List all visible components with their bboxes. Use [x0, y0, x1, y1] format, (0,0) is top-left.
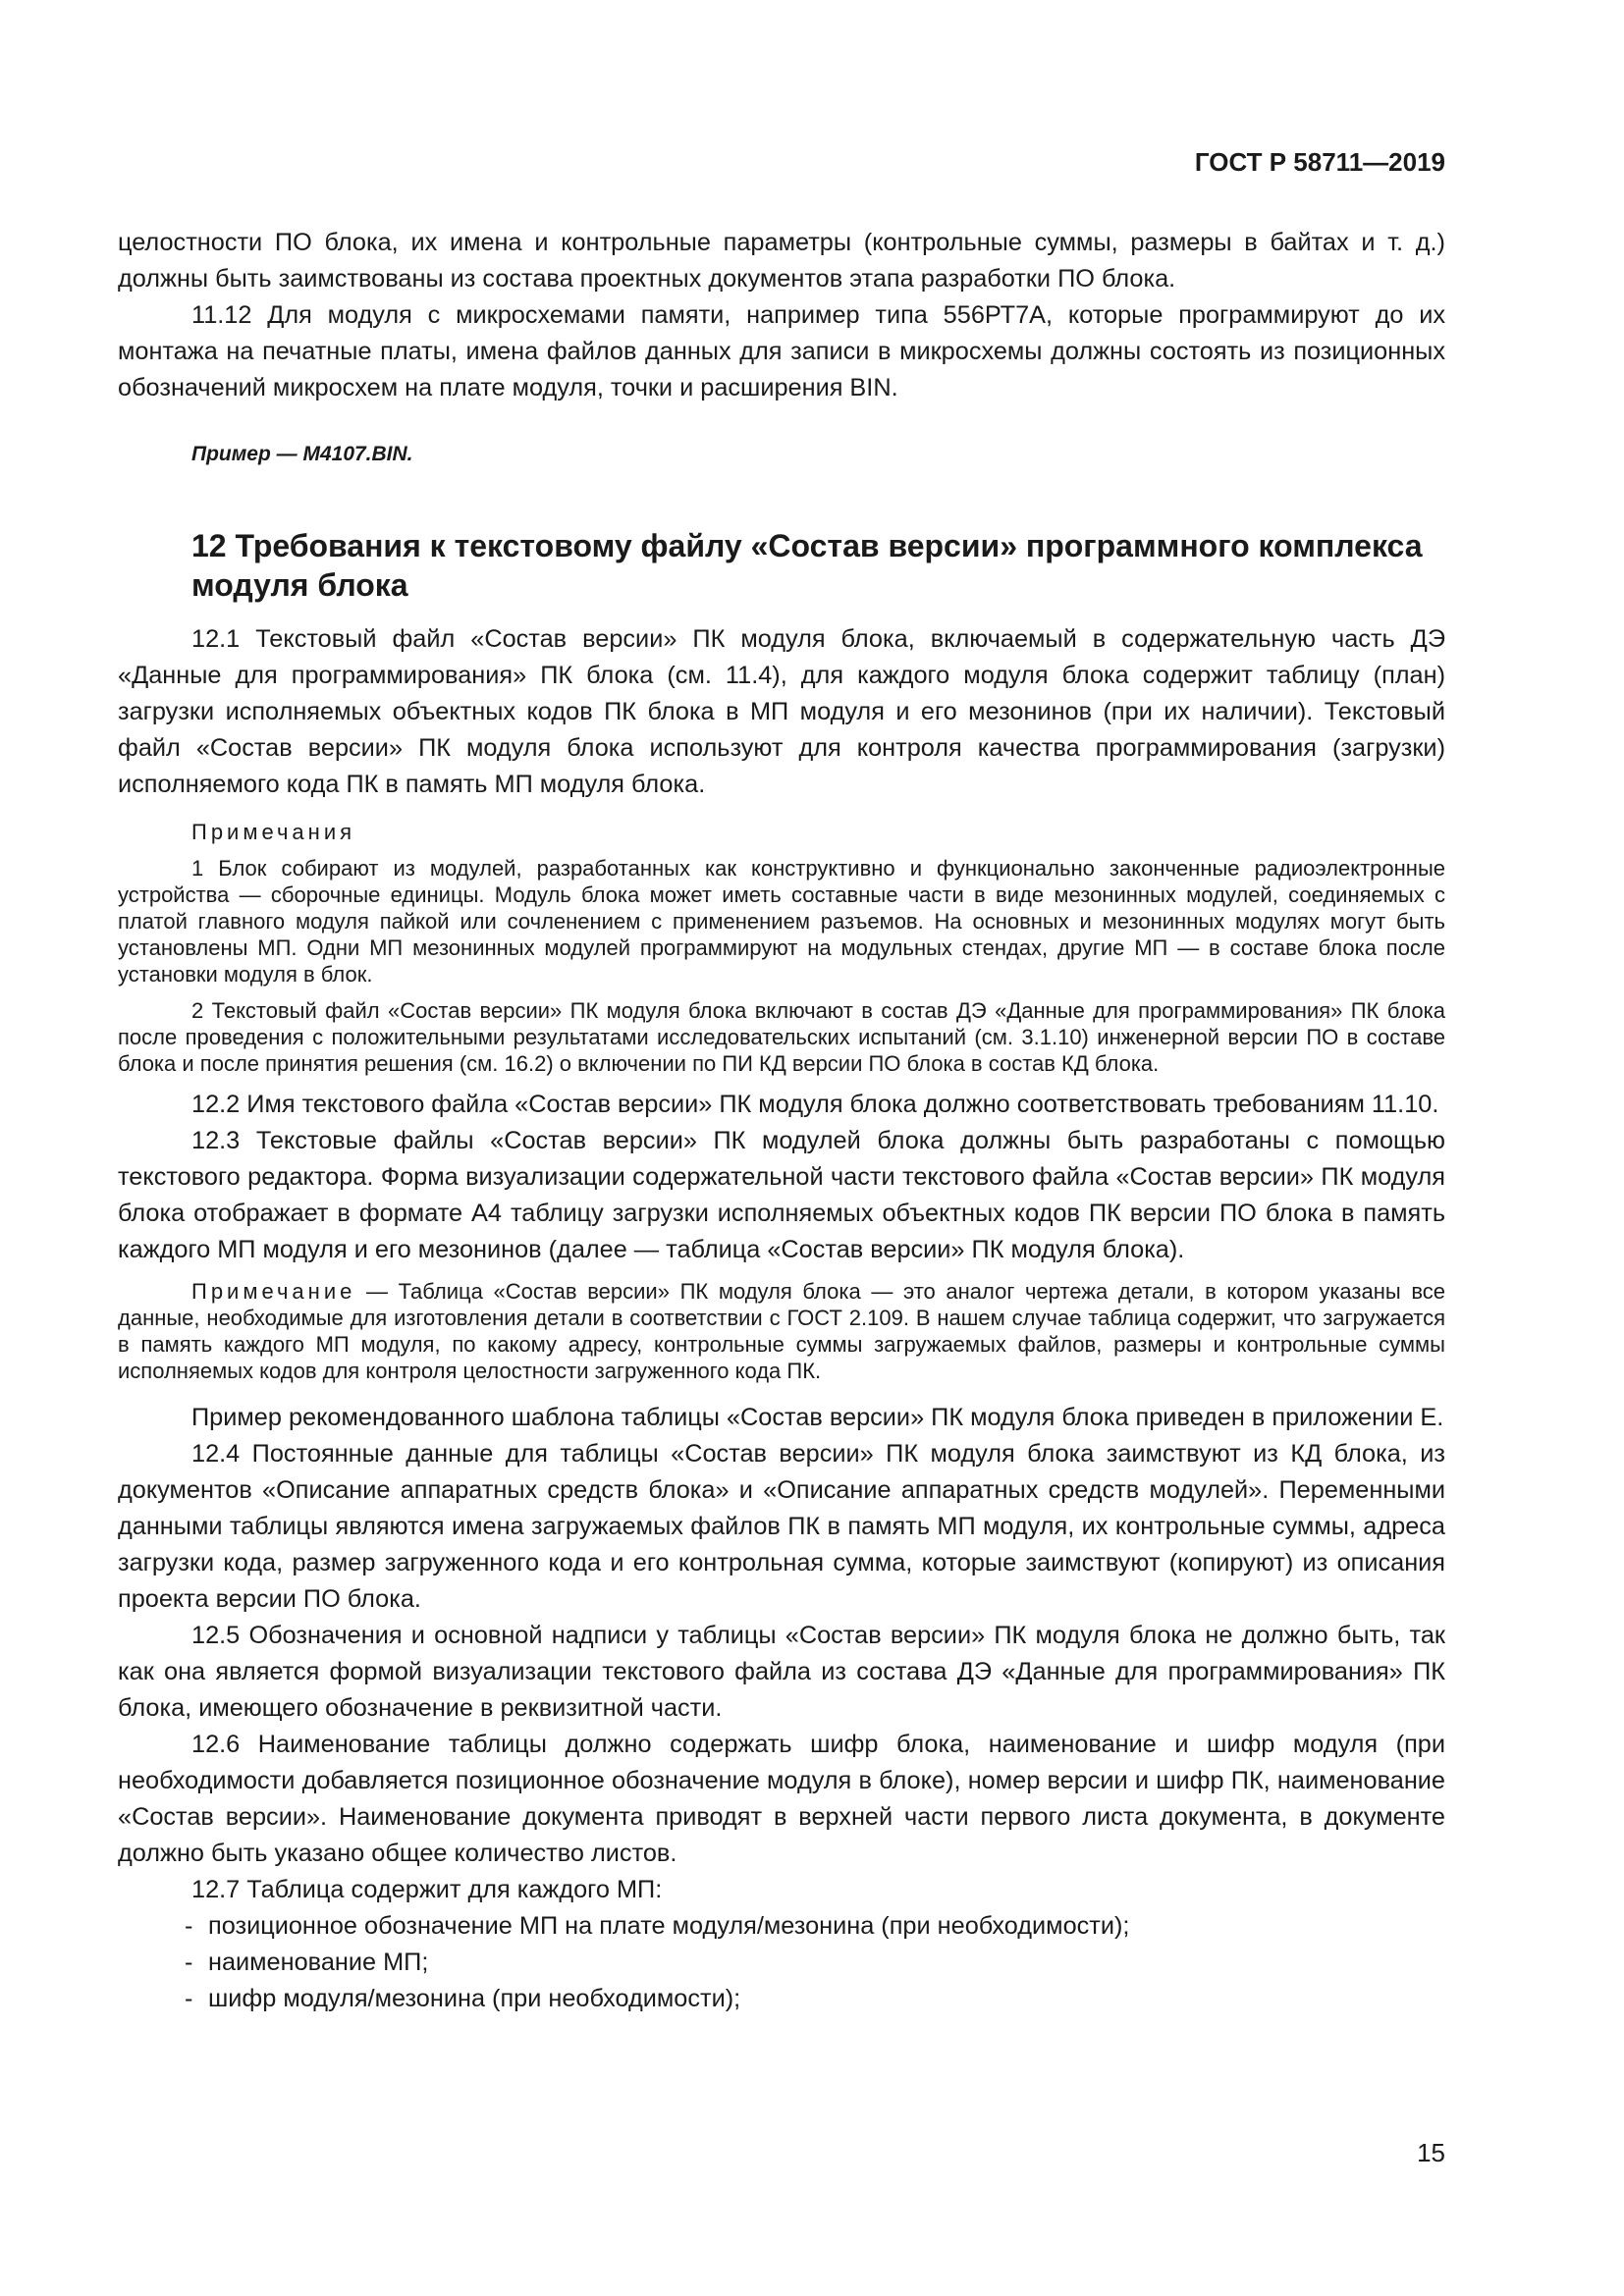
paragraph-12-1: 12.1 Текстовый файл «Состав версии» ПК модуля блока, включаемый в содержательную часть ДЭ «Данные для программирования» ПК блока (см. 11.4), для каждого модуля блока содержит таблицу (план) загрузки исполняемых объектных кодов ПК блока в МП модуля и его мезонинов (при их наличии). Текстовый файл «Состав версии» ПК модуля блока используют для контроля качества программирования (загрузки) исполняемого кода ПК в память МП модуля блока.	[118, 625, 1445, 798]
example-text: Пример — M4107.BIN.	[191, 443, 413, 465]
paragraph-12-2: 12.2 Имя текстового файла «Состав версии» ПК модуля блока должно соответствовать требованиям 11.10.	[191, 1091, 1439, 1118]
page-number: 15	[1417, 2138, 1445, 2167]
paragraph-template: Пример рекомендованного шаблона таблицы «Состав версии» ПК модуля блока приведен в приложении Е.	[191, 1404, 1444, 1431]
standard-header: ГОСТ Р 58711—2019	[1194, 147, 1445, 177]
paragraph-12-4: 12.4 Постоянные данные для таблицы «Состав версии» ПК модуля блока заимствуют из КД блока, из документов «Описание аппаратных средств блока» и «Описание аппаратных средств модулей». Переменными данными таблицы являются имена загружаемых файлов ПК в память МП модуля, их контрольные суммы, адреса загрузки кода, размер загруженного кода и его контрольная сумма, которые заимствуют (копируют) из описания проекта версии ПО блока.	[118, 1440, 1445, 1613]
paragraph-12-5: 12.5 Обозначения и основной надписи у таблицы «Состав версии» ПК модуля блока не должно быть, так как она является формой визуализации текстового файла из состава ДЭ «Данные для программирования» ПК блока, имеющего обозначение в реквизитной части.	[118, 1622, 1445, 1722]
notes-block	[118, 819, 1445, 1077]
paragraph-12-6: 12.6 Наименование таблицы должно содержать шифр блока, наименование и шифр модуля (при необходимости добавляется позиционное обозначение модуля в блоке), номер версии и шифр ПК, наименование «Состав версии». Наименование документа приводят в верхней части первого листа документа, в документе должно быть указано общее количество листов.	[118, 1731, 1445, 1867]
page-content	[118, 225, 1445, 2017]
mp-contents-list	[118, 1908, 1445, 2017]
note-1: 1 Блок собирают из модулей, разработанных как конструктивно и функционально законченные радиоэлектронные устройства — сборочные единицы. Модуль блока может иметь составные части в виде мезонинных модулей, соединяемых с платой главного модуля пайкой или сочленением с применением разъемов. На основных и мезонинных модулях могут быть установлены МП. Одни МП мезонинных модулей программируют на модульных стендах, другие МП — в составе блока после установки модуля в блок.	[118, 856, 1445, 987]
single-note-text: — Таблица «Состав версии» ПК модуля блока — это аналог чертежа детали, в котором указаны все данные, необходимые для изготовления детали в соответствии с ГОСТ 2.109. В нашем случае таблица содержит, что загружается в память каждого МП модуля, по какому адресу, контрольные суммы загружаемых файлов, размеры и контрольные суммы исполняемых кодов для контроля целостности загруженного кода ПК.	[118, 1279, 1445, 1383]
list-item: - шифр модуля/мезонина (при необходимости);	[185, 1981, 1445, 2017]
paragraph-12-7: 12.7 Таблица содержит для каждого МП:	[191, 1876, 663, 1903]
list-item: - наименование МП;	[185, 1945, 1445, 1981]
single-note	[118, 1278, 1445, 1384]
paragraph-12-3: 12.3 Текстовые файлы «Состав версии» ПК модулей блока должны быть разработаны с помощью текстового редактора. Форма визуализации содержательной части текстового файла «Состав версии» ПК модуля блока отображает в формате А4 таблицу загрузки исполняемых объектных кодов ПК версии ПО блока в память каждого МП модуля и его мезонинов (далее — таблица «Состав версии» ПК модуля блока).	[118, 1127, 1445, 1263]
paragraph-intro: целостности ПО блока, их имена и контрольные параметры (контрольные суммы, размеры в байтах и т. д.) должны быть заимствованы из состава проектных документов этапа разработки ПО блока.	[118, 229, 1445, 293]
list-item: - позиционное обозначение МП на плате модуля/мезонина (при необходимости);	[185, 1908, 1445, 1945]
section-12-title: 12 Требования к текстовому файлу «Состав версии» программного комплекса модуля блока	[191, 528, 1423, 603]
notes-title: Примечания	[191, 820, 356, 844]
single-note-block	[118, 1278, 1445, 1384]
note-2: 2 Текстовый файл «Состав версии» ПК модуля блока включают в состав ДЭ «Данные для программирования» ПК блока после проведения с положительными результатами исследовательских испытаний (см. 3.1.10) инженерной версии ПО в составе блока и после принятия решения (см. 16.2) о включении по ПИ КД версии ПО блока в состав КД блока.	[118, 998, 1445, 1076]
single-note-label: Примечание	[191, 1279, 356, 1304]
paragraph-11-12: 11.12 Для модуля с микросхемами памяти, например типа 556РТ7А, которые программируют до их монтажа на печатные платы, имена файлов данных для записи в микросхемы должны состоять из позиционных обозначений микросхем на плате модуля, точки и расширения BIN.	[118, 301, 1445, 401]
